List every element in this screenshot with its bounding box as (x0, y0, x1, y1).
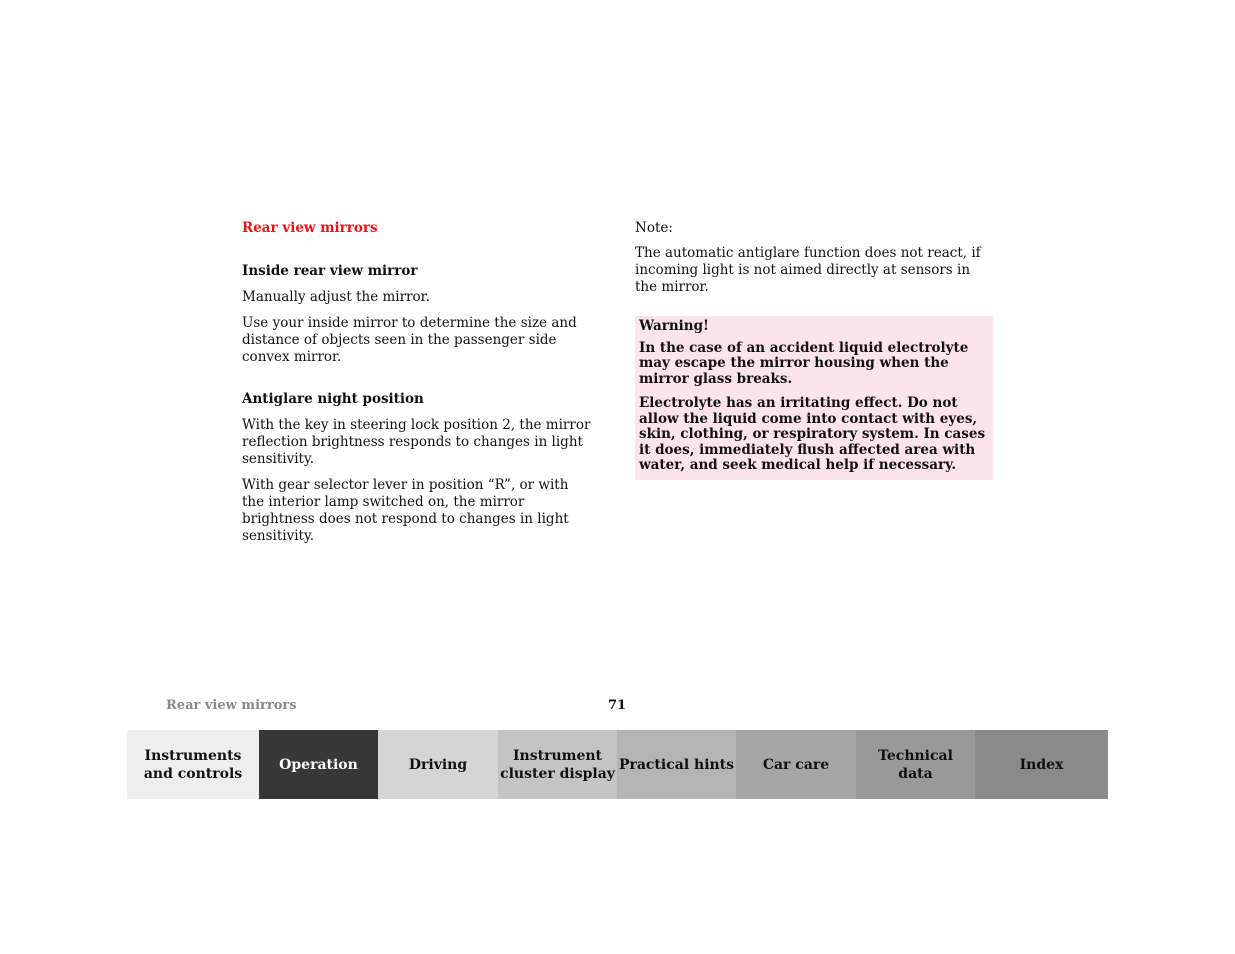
warning-paragraph-1: In the case of an accident liquid electrolyte may escape the mirror housing when the mirror glass breaks. (639, 339, 969, 387)
spacer (242, 375, 592, 391)
page-number: 71 (607, 698, 627, 713)
main-content (242, 220, 592, 554)
antiglare-paragraph-1: With the key in steering lock position 2, the mirror reflection brightness responds to changes in light sensitivity. (242, 417, 591, 467)
inside-mirror-heading: Inside rear view mirror (242, 263, 418, 279)
nav-instruments-and-controls[interactable]: Instruments and controls (127, 730, 259, 799)
antiglare-paragraph-2: With gear selector lever in position “R”, or with the interior lamp switched on, the mirror brightness does not respond to changes in light sensitivity. (242, 477, 569, 544)
nav-operation[interactable]: Operation (259, 730, 378, 799)
inside-mirror-paragraph-2: Use your inside mirror to determine the size and distance of objects seen in the passenger side convex mirror. (242, 315, 577, 365)
nav-index[interactable]: Index (975, 730, 1108, 799)
bottom-navigation (127, 730, 1108, 799)
nav-driving[interactable]: Driving (378, 730, 498, 799)
antiglare-heading: Antiglare night position (242, 391, 424, 407)
nav-practical-hints[interactable]: Practical hints (617, 730, 736, 799)
nav-car-care[interactable]: Car care (736, 730, 856, 799)
side-content (635, 220, 993, 480)
nav-technical-data[interactable]: Technical data (856, 730, 975, 799)
note-label: Note: (635, 220, 673, 236)
nav-instrument-cluster-display[interactable]: Instrument cluster display (498, 730, 617, 799)
inside-mirror-paragraph-1: Manually adjust the mirror. (242, 289, 430, 305)
note-text: The automatic antiglare function does not react, if incoming light is not aimed directly at sensors in the mirror. (635, 245, 981, 295)
warning-paragraph-2: Electrolyte has an irritating effect. Do not allow the liquid come into contact with eyes, skin, clothing, or respiratory system. In cases it does, immediately flush affected area with water, and seek medical help if necessary. (639, 395, 986, 473)
section-title: Rear view mirrors (242, 220, 378, 236)
footer-section-title: Rear view mirrors (166, 698, 297, 713)
warning-box (635, 316, 993, 480)
warning-title: Warning! (639, 318, 709, 334)
